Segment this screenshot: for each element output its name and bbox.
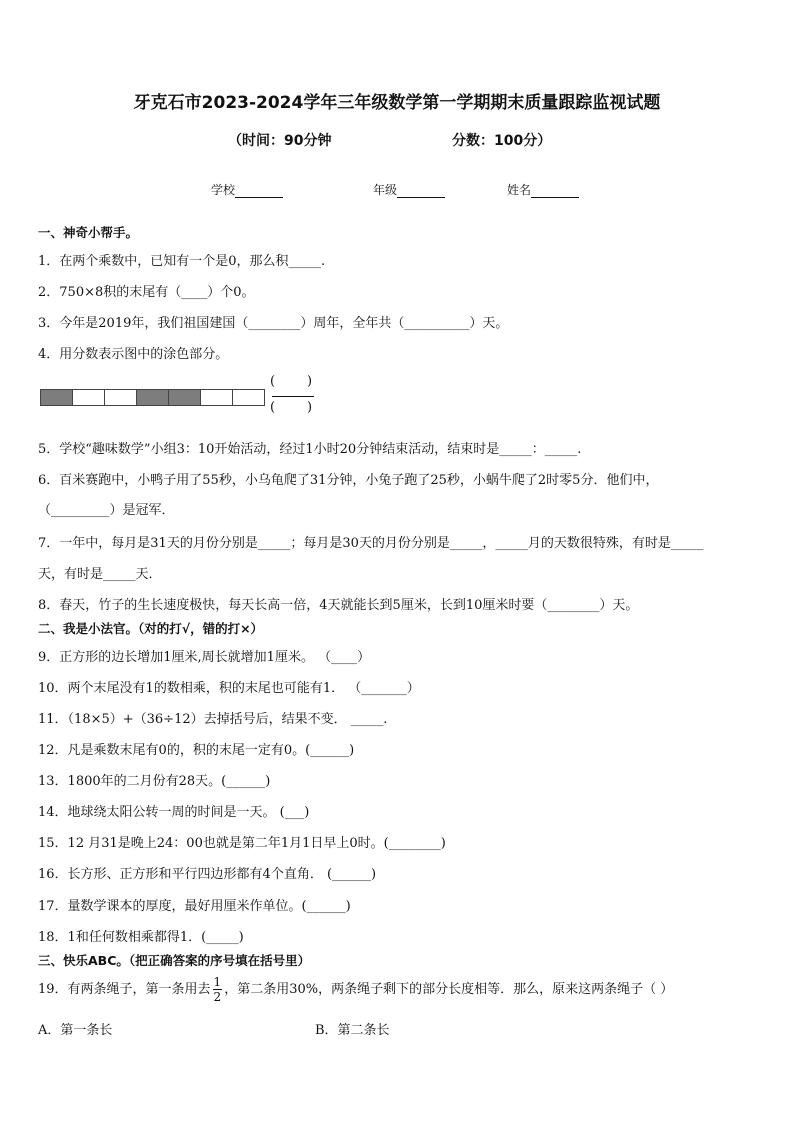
question-14: 14．地球绕太阳公转一周的时间是一天。 (___) — [38, 805, 310, 820]
question-19: 19．有两条绳子，第一条用去 $\frac{1}{2}$ ，第二条用30%，两条绳子剩下的部分长度相等．那么，原来这两条绳子（ ） — [38, 975, 674, 1004]
question-12: 12．凡是乘数末尾有0的，积的末尾一定有0。(______) — [38, 743, 355, 758]
exam-time: （时间：90分钟 — [228, 133, 332, 149]
question-6: 6．百米赛跑中，小鸭子用了55秒，小乌龟爬了31分钟，小兔子跑了25秒，小蜗牛爬了2时零5分．他们中， — [38, 473, 659, 488]
question-8: 8．春天，竹子的生长速度极快，每天长高一倍，4天就能长到5厘米，长到10厘米时要（________）天。 — [38, 598, 639, 613]
question-7-continued: 天，有时是_____天． — [38, 567, 162, 582]
question-17: 17．量数学课本的厚度，最好用厘米作单位。(______) — [38, 899, 351, 914]
section-1-heading: 一、神奇小帮手。 — [38, 225, 139, 240]
question-1: 1．在两个乘数中，已知有一个是0，那么积_____. — [38, 254, 326, 269]
section-3-heading: 三、快乐ABC。（把正确答案的序号填在括号里） — [38, 953, 311, 968]
school-field: 学校 — [211, 181, 283, 198]
question-9: 9．正方形的边长增加1厘米,周长就增加1厘米。 （____） — [38, 650, 371, 665]
question-11: 11．（18×5）+（36÷12）去掉括号后，结果不变． _____. — [38, 712, 388, 727]
exam-score: 分数：100分） — [452, 133, 552, 149]
name-blank[interactable] — [531, 185, 579, 198]
fraction-bar — [272, 396, 314, 397]
question-18: 18．1和任何数相乘都得1．(_____) — [38, 930, 244, 945]
school-blank[interactable] — [235, 185, 283, 198]
numerator-close-paren: ) — [307, 374, 313, 389]
shaded-strip-figure — [40, 389, 265, 406]
strip-cell — [105, 390, 137, 405]
question-3: 3．今年是2019年，我们祖国建国（________）周年，全年共（__________）天。 — [38, 316, 509, 331]
question-16: 16．长方形、正方形和平行四边形都有4个直角． (______) — [38, 867, 377, 882]
question-13: 13．1800年的二月份有28天。(______) — [38, 774, 271, 789]
question-10: 10．两个末尾没有1的数相乘，积的末尾也可能有1． （_______） — [38, 681, 420, 696]
grade-field: 年级 — [373, 181, 445, 198]
option-a[interactable]: A．第一条长 — [38, 1023, 113, 1038]
question-6-continued: （_________）是冠军． — [38, 503, 175, 518]
strip-cell — [233, 390, 264, 405]
strip-cell — [137, 390, 169, 405]
strip-cell — [41, 390, 73, 405]
strip-cell — [73, 390, 105, 405]
grade-blank[interactable] — [397, 185, 445, 198]
strip-cell — [201, 390, 233, 405]
question-4: 4．用分数表示图中的涂色部分。 — [38, 347, 229, 362]
question-15: 15．12 月31是晚上24：00也就是第二年1月1日早上0时。(________) — [38, 836, 446, 851]
section-2-heading: 二、我是小法官。（对的打√，错的打×） — [38, 621, 264, 636]
option-b[interactable]: B．第二条长 — [315, 1023, 390, 1038]
denominator-close-paren: ) — [307, 400, 313, 415]
page-title: 牙克石市2023-2024学年三年级数学第一学期期末质量跟踪监视试题 — [133, 93, 661, 113]
denominator-open-paren: ( — [270, 400, 276, 415]
numerator-open-paren: ( — [270, 374, 276, 389]
question-7: 7．一年中，每月是31天的月份分别是_____；每月是30天的月份分别是_____，_____月的天数很特殊，有时是_____ — [38, 536, 704, 551]
fraction-one-half: $\frac{1}{2}$ — [213, 975, 222, 1004]
fraction-answer-blank[interactable] — [270, 374, 316, 420]
question-5: 5．学校“趣味数学”小组3：10开始活动，经过1小时20分钟结束活动，结束时是_____：_____. — [38, 442, 582, 457]
strip-cell — [169, 390, 201, 405]
name-field: 姓名 — [507, 181, 579, 198]
question-2: 2．750×8积的末尾有（____）个0。 — [38, 285, 255, 300]
